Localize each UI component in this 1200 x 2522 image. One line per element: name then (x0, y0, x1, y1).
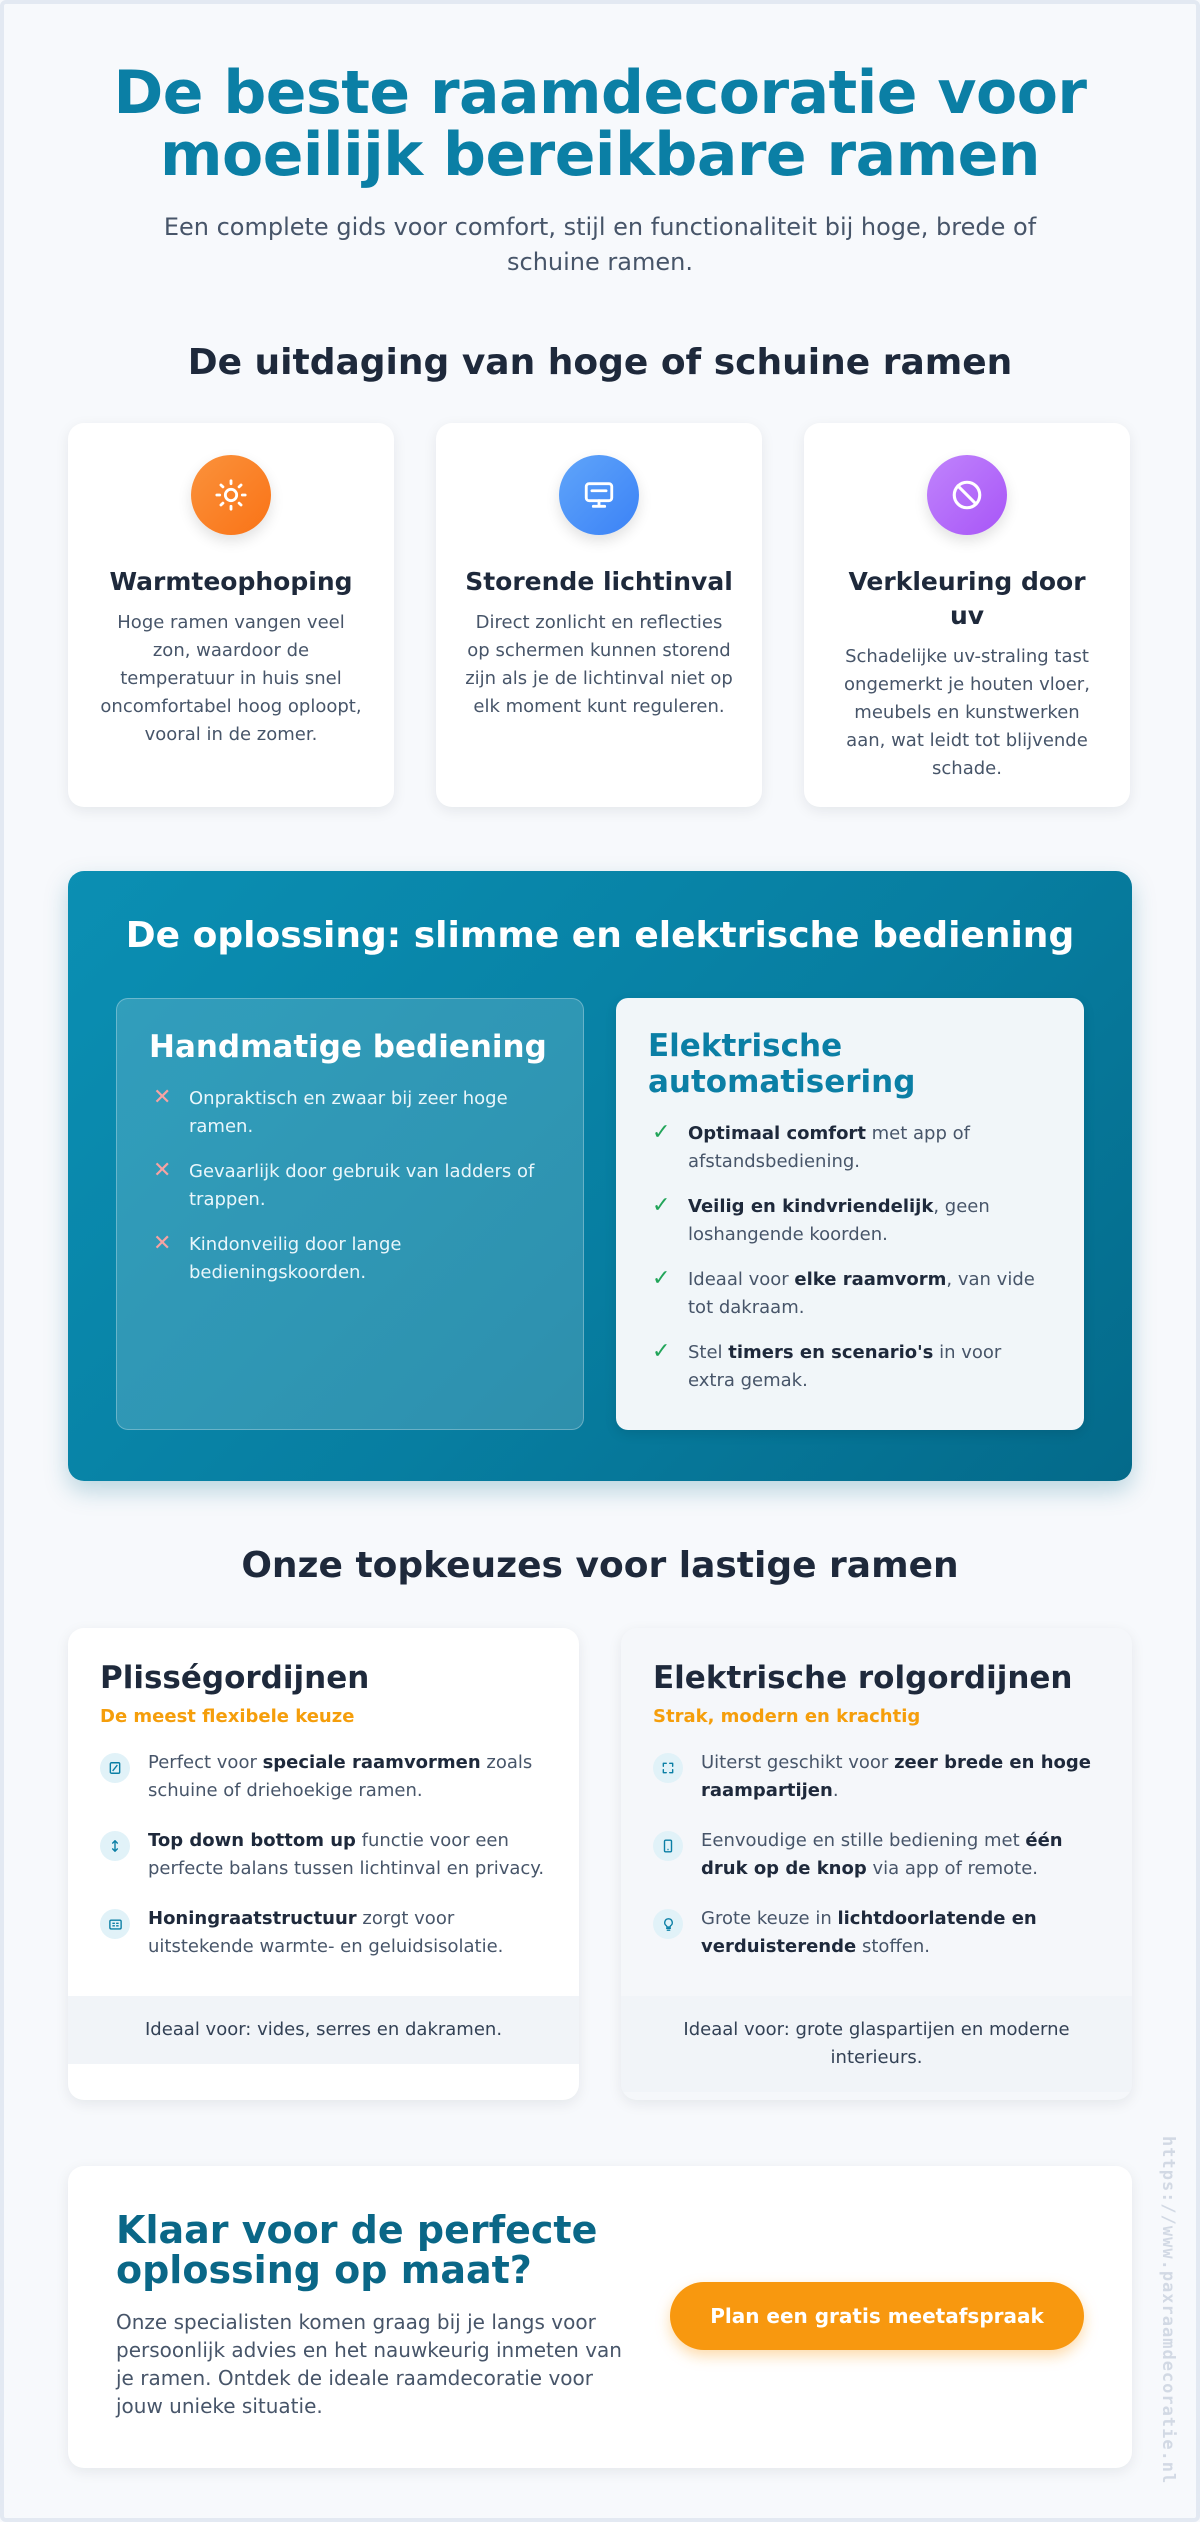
product-ideal-for: Ideaal voor: grote glaspartijen en moderne interieurs. (621, 1996, 1132, 2092)
product-subtitle: Strak, modern en krachtig (653, 1706, 921, 1727)
sun-icon (191, 455, 271, 535)
list-item (648, 1339, 1052, 1395)
list-item-text: Stel timers en scenario's in voor extra gemak. (688, 1342, 1002, 1391)
cta-title: Klaar voor de perfecte oplossing op maat? (116, 2208, 598, 2292)
challenge-section (68, 342, 1132, 807)
electric-control-list (648, 1120, 1052, 1395)
page-content (68, 0, 1132, 2468)
phone-icon (653, 1831, 683, 1861)
list-item-text: Onpraktisch en zwaar bij zeer hoge ramen. (189, 1088, 508, 1137)
list-item (149, 1085, 551, 1141)
product-card-plisse (68, 1628, 579, 2100)
challenge-card-title: Verkleuring door uv (848, 567, 1086, 630)
solution-section (68, 871, 1132, 1481)
electric-control-panel (616, 998, 1084, 1430)
challenge-card-text: Schadelijke uv-straling tast ongemerkt je houten vloer, meubels en kunstwerken aan, wat leidt tot blijvende schade. (844, 646, 1090, 779)
cross-icon: ✕ (153, 1085, 172, 1110)
cta-section (68, 2166, 1132, 2468)
honeycomb-icon (100, 1909, 130, 1939)
feature-item (100, 1905, 547, 1961)
list-item (648, 1120, 1052, 1176)
list-item-text: Kindonveilig door lange bedieningskoorden. (189, 1234, 402, 1283)
product-title: Elektrische rolgordijnen (653, 1660, 1073, 1696)
hero (68, 0, 1132, 280)
products-title: Onze topkeuzes voor lastige ramen (241, 1545, 959, 1586)
check-icon: ✓ (652, 1266, 671, 1291)
product-subtitle: De meest flexibele keuze (100, 1706, 355, 1727)
challenge-card-heat (68, 423, 394, 807)
cross-icon: ✕ (153, 1231, 172, 1256)
list-item (648, 1266, 1052, 1322)
feature-item (653, 1749, 1100, 1805)
feature-text: Top down bottom up functie voor een perfecte balans tussen lichtinval en privacy. (148, 1830, 545, 1879)
feature-text: Uiterst geschikt voor zeer brede en hoge raampartijen. (701, 1752, 1091, 1801)
check-icon: ✓ (652, 1193, 671, 1218)
product-card-roller (621, 1628, 1132, 2100)
list-item (648, 1193, 1052, 1249)
challenge-card-text: Direct zonlicht en reflecties op schermen kunnen storend zijn als je de lichtinval niet op elk moment kunt reguleren. (465, 612, 733, 717)
cta-text: Onze specialisten komen graag bij je langs voor persoonlijk advies en het nauwkeurig inmeten van je ramen. Ontdek de ideale raamdecoratie voor jouw unieke situatie. (116, 2310, 622, 2418)
feature-item (653, 1827, 1100, 1883)
feature-text: Grote keuze in lichtdoorlatende en verduisterende stoffen. (701, 1908, 1037, 1957)
book-measurement-button[interactable]: Plan een gratis meetafspraak (670, 2282, 1084, 2350)
electric-control-title: Elektrische automatisering (648, 1028, 916, 1100)
list-item (149, 1231, 551, 1287)
product-title: Plisségordijnen (100, 1660, 370, 1696)
page-subtitle: Een complete gids voor comfort, stijl en functionaliteit bij hoge, brede of schuine ramen. (163, 213, 1037, 276)
list-item-text: Veilig en kindvriendelijk, geen loshangende koorden. (688, 1196, 990, 1245)
feature-text: Perfect voor speciale raamvormen zoals schuine of driehoekige ramen. (148, 1752, 533, 1801)
feature-item (100, 1749, 547, 1805)
check-icon: ✓ (652, 1120, 671, 1145)
products-section (68, 1545, 1132, 2100)
expand-icon (653, 1753, 683, 1783)
list-item-text: Gevaarlijk door gebruik van ladders of trappen. (189, 1161, 535, 1210)
challenge-card-title: Storende lichtinval (465, 567, 733, 596)
feature-item (100, 1827, 547, 1883)
manual-control-list (149, 1085, 551, 1287)
challenge-title: De uitdaging van hoge of schuine ramen (187, 342, 1013, 383)
solution-columns (116, 998, 1084, 1430)
challenge-card-text: Hoge ramen vangen veel zon, waardoor de temperatuur in huis snel oncomfortabel hoog oploopt, vooral in de zomer. (100, 612, 362, 745)
feature-text: Honingraatstructuur zorgt voor uitstekende warmte- en geluidsisolatie. (148, 1908, 504, 1957)
cross-icon: ✕ (153, 1158, 172, 1183)
manual-control-panel (116, 998, 584, 1430)
product-cards (68, 1628, 1132, 2100)
lightbulb-icon (653, 1909, 683, 1939)
monitor-icon (559, 455, 639, 535)
page-title: De beste raamdecoratie voor moeilijk bereikbare ramen (113, 58, 1087, 190)
feature-item (653, 1905, 1100, 1961)
list-item-text: Ideaal voor elke raamvorm, van vide tot dakraam. (688, 1269, 1035, 1318)
ban-icon (927, 455, 1007, 535)
feature-text: Eenvoudige en stille bediening met één druk op de knop via app of remote. (701, 1830, 1063, 1879)
watermark-url: https://www.paxraamdecoratie.nl (1158, 2136, 1178, 2485)
manual-control-title: Handmatige bediening (149, 1029, 547, 1065)
shape-icon (100, 1753, 130, 1783)
solution-title: De oplossing: slimme en elektrische bediening (125, 915, 1075, 956)
check-icon: ✓ (652, 1339, 671, 1364)
challenge-cards (68, 423, 1132, 807)
challenge-card-uv (804, 423, 1130, 807)
list-item-text: Optimaal comfort met app of afstandsbediening. (688, 1123, 970, 1172)
arrows-vertical-icon (100, 1831, 130, 1861)
challenge-card-light (436, 423, 762, 807)
challenge-card-title: Warmteophoping (109, 567, 353, 596)
product-ideal-for: Ideaal voor: vides, serres en dakramen. (68, 1996, 579, 2064)
list-item (149, 1158, 551, 1214)
